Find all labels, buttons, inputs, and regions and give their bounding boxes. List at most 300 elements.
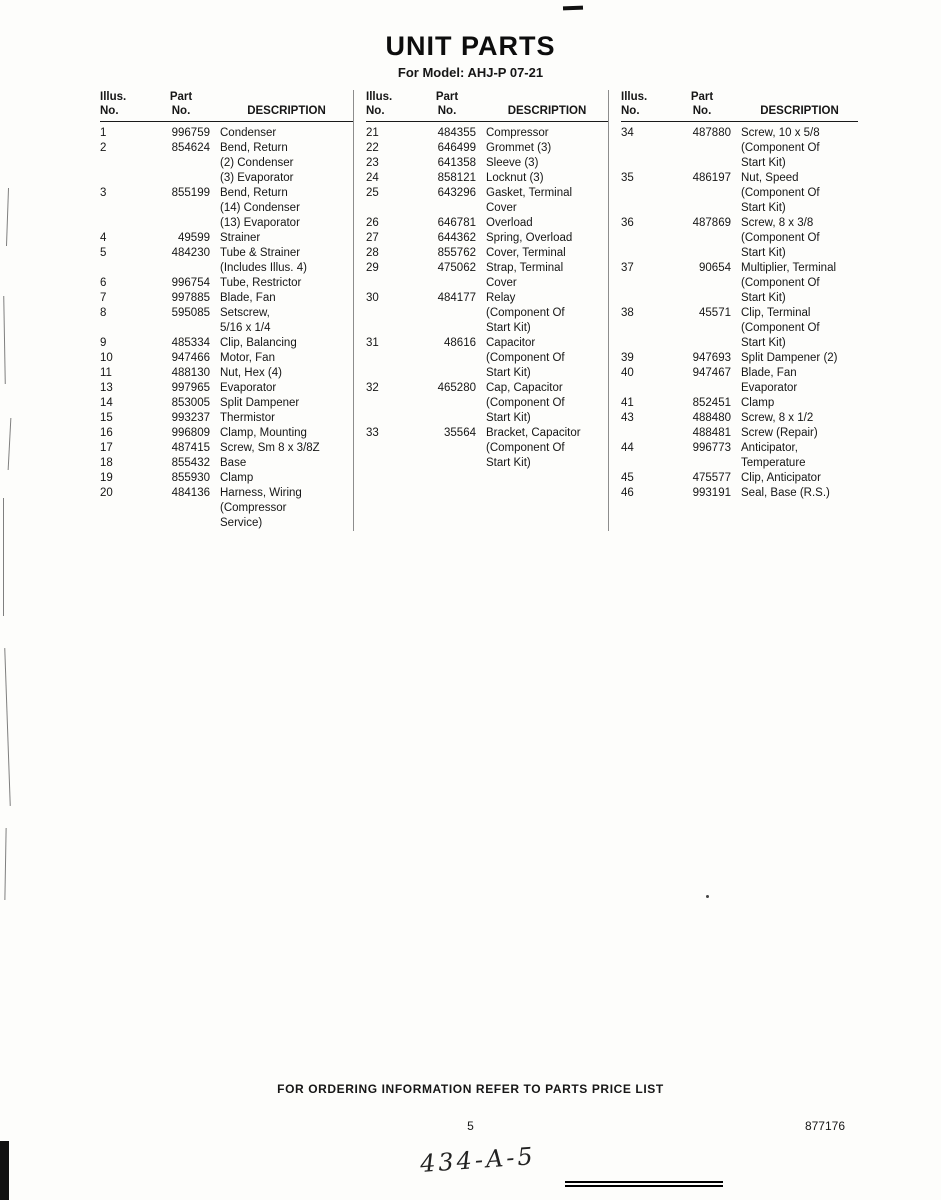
table-row xyxy=(621,216,858,261)
col-header-illus xyxy=(621,90,663,118)
table-row xyxy=(366,261,608,291)
illus-no-cell: 28 xyxy=(366,247,379,259)
description-line: Base xyxy=(220,457,247,469)
description-line: Multiplier, Terminal xyxy=(741,262,837,274)
illus-no-cell: 16 xyxy=(100,427,113,439)
table-row xyxy=(100,126,353,141)
table-row xyxy=(100,291,353,306)
part-no-cell: 475577 xyxy=(692,472,731,484)
document-number: 877176 xyxy=(804,1119,845,1133)
part-no-cell: 947466 xyxy=(171,352,210,364)
description-line: Service) xyxy=(220,517,263,529)
part-no-cell: 993191 xyxy=(692,487,731,499)
illus-no-cell: 18 xyxy=(100,457,113,469)
table-row xyxy=(366,231,608,246)
illus-no-cell: 7 xyxy=(100,292,107,304)
table-row xyxy=(100,456,353,471)
part-no-cell: 643296 xyxy=(437,187,476,199)
header-part-line1: Part xyxy=(169,91,193,103)
part-no-cell: 487869 xyxy=(692,217,731,229)
description-line: Screw (Repair) xyxy=(741,427,818,439)
page-title: UNIT PARTS xyxy=(385,31,556,61)
description-line: Strap, Terminal xyxy=(486,262,564,274)
part-no-cell: 484136 xyxy=(171,487,210,499)
illus-no-cell: 29 xyxy=(366,262,379,274)
description-line: Clip, Anticipator xyxy=(741,472,821,484)
illus-no-cell: 43 xyxy=(621,412,634,424)
illus-no-cell: 24 xyxy=(366,172,379,184)
table-row xyxy=(100,366,353,381)
illus-no-cell: 5 xyxy=(100,247,107,259)
scan-mark-bottom-left xyxy=(0,1141,9,1200)
part-no-cell: 996773 xyxy=(692,442,731,454)
illus-no-cell: 19 xyxy=(100,472,113,484)
parts-table-1 xyxy=(100,90,353,531)
description-cell xyxy=(741,126,858,171)
table-row xyxy=(100,471,353,486)
description-cell xyxy=(220,276,353,291)
part-no-cell: 947693 xyxy=(692,352,731,364)
description-line: Sleeve (3) xyxy=(486,157,539,169)
illus-no-cell: 32 xyxy=(366,382,379,394)
description-cell xyxy=(486,186,608,216)
header-illus-line2: No. xyxy=(366,105,385,117)
table-row xyxy=(621,486,858,501)
part-no-cell: 855762 xyxy=(437,247,476,259)
part-no-cell: 488480 xyxy=(692,412,731,424)
part-no-cell: 996809 xyxy=(171,427,210,439)
table-row xyxy=(621,471,858,486)
description-line: Cover, Terminal xyxy=(486,247,566,259)
illus-no-cell: 33 xyxy=(366,427,379,439)
illus-no-cell: 13 xyxy=(100,382,113,394)
description-line: Overload xyxy=(486,217,533,229)
description-line: (Component Of xyxy=(486,352,565,364)
scan-scratch xyxy=(3,498,4,616)
page-subtitle: For Model: AHJ-P 07-21 xyxy=(397,65,544,80)
description-cell xyxy=(220,291,353,306)
table-row xyxy=(621,411,858,426)
table-row xyxy=(621,426,858,441)
description-cell xyxy=(486,141,608,156)
description-cell xyxy=(220,486,353,531)
table-header xyxy=(100,90,353,122)
table-row xyxy=(621,351,858,366)
part-no-cell: 993237 xyxy=(171,412,210,424)
description-cell xyxy=(220,381,353,396)
part-no-cell: 854624 xyxy=(171,142,210,154)
illus-no-cell: 15 xyxy=(100,412,113,424)
description-line: (Component Of xyxy=(741,232,820,244)
description-line: Grommet (3) xyxy=(486,142,552,154)
description-cell xyxy=(220,426,353,441)
table-row xyxy=(366,171,608,186)
table-row xyxy=(366,186,608,216)
part-no-cell: 90654 xyxy=(699,262,731,274)
parts-tables xyxy=(100,90,858,531)
illus-no-cell: 20 xyxy=(100,487,113,499)
header-part-line1: Part xyxy=(690,91,714,103)
table-row xyxy=(621,306,858,351)
description-line: Tube & Strainer xyxy=(220,247,301,259)
table-row xyxy=(100,396,353,411)
table-row xyxy=(366,156,608,171)
table-row xyxy=(621,171,858,216)
illus-no-cell: 44 xyxy=(621,442,634,454)
header-illus-line1: Illus. xyxy=(621,91,648,103)
description-cell xyxy=(741,366,858,396)
col-header-illus xyxy=(366,90,408,118)
scan-dot xyxy=(706,895,709,898)
header-part-line2: No. xyxy=(692,105,712,117)
table-row xyxy=(100,486,353,531)
illus-no-cell: 1 xyxy=(100,127,107,139)
part-no-cell: 488481 xyxy=(692,427,731,439)
scan-scratch xyxy=(4,828,6,900)
handwritten-annotation: 434-A-5 xyxy=(419,1142,537,1178)
description-line: (Component Of xyxy=(741,277,820,289)
table-body xyxy=(621,122,858,501)
description-line: (Component Of xyxy=(486,442,565,454)
illus-no-cell: 30 xyxy=(366,292,379,304)
illus-no-cell: 41 xyxy=(621,397,634,409)
description-line: Spring, Overload xyxy=(486,232,573,244)
illus-no-cell: 27 xyxy=(366,232,379,244)
header-part-line1: Part xyxy=(435,91,459,103)
description-line: (13) Evaporator xyxy=(220,217,300,229)
description-cell xyxy=(486,126,608,141)
description-cell xyxy=(220,186,353,231)
illus-no-cell: 17 xyxy=(100,442,113,454)
table-row xyxy=(100,141,353,186)
part-no-cell: 646499 xyxy=(437,142,476,154)
part-no-cell: 45571 xyxy=(699,307,731,319)
col-header-description: DESCRIPTION xyxy=(247,105,326,117)
table-row xyxy=(621,396,858,411)
part-no-cell: 484177 xyxy=(437,292,476,304)
part-no-cell: 475062 xyxy=(437,262,476,274)
description-line: Start Kit) xyxy=(486,457,531,469)
description-cell xyxy=(741,441,858,471)
table-row xyxy=(621,261,858,306)
illus-no-cell: 37 xyxy=(621,262,634,274)
col-header-illus xyxy=(100,90,142,118)
part-no-cell: 595085 xyxy=(171,307,210,319)
description-line: Clamp, Mounting xyxy=(220,427,307,439)
illus-no-cell: 45 xyxy=(621,472,634,484)
table-row xyxy=(100,381,353,396)
part-no-cell: 997965 xyxy=(171,382,210,394)
illus-no-cell: 11 xyxy=(100,367,112,379)
illus-no-cell: 35 xyxy=(621,172,634,184)
description-cell xyxy=(486,216,608,231)
description-line: Start Kit) xyxy=(741,202,786,214)
description-line: Setscrew, xyxy=(220,307,270,319)
part-no-cell: 486197 xyxy=(692,172,731,184)
table-row xyxy=(100,306,353,336)
illus-no-cell: 3 xyxy=(100,187,107,199)
illus-no-cell: 25 xyxy=(366,187,379,199)
illus-no-cell: 36 xyxy=(621,217,634,229)
table-row xyxy=(100,336,353,351)
description-line: Anticipator, xyxy=(741,442,798,454)
description-line: Split Dampener (2) xyxy=(741,352,838,364)
table-body xyxy=(366,122,608,471)
part-no-cell: 48616 xyxy=(444,337,476,349)
description-line: 5/16 x 1/4 xyxy=(220,322,271,334)
illus-no-cell: 34 xyxy=(621,127,634,139)
table-row xyxy=(366,291,608,336)
illus-no-cell: 6 xyxy=(100,277,107,289)
part-no-cell: 996759 xyxy=(171,127,210,139)
col-header-part xyxy=(152,90,210,118)
description-cell xyxy=(741,261,858,306)
table-row xyxy=(366,381,608,426)
table-row xyxy=(366,246,608,261)
description-line: Seal, Base (R.S.) xyxy=(741,487,830,499)
description-line: Bend, Return xyxy=(220,142,288,154)
description-line: Start Kit) xyxy=(741,157,786,169)
description-line: (14) Condenser xyxy=(220,202,300,214)
description-line: Nut, Speed xyxy=(741,172,799,184)
description-line: Motor, Fan xyxy=(220,352,275,364)
description-line: Start Kit) xyxy=(486,367,531,379)
description-line: Screw, Sm 8 x 3/8Z xyxy=(220,442,320,454)
description-line: Gasket, Terminal xyxy=(486,187,573,199)
part-no-cell: 996754 xyxy=(171,277,210,289)
description-line: Harness, Wiring xyxy=(220,487,302,499)
illus-no-cell: 40 xyxy=(621,367,634,379)
description-line: Clip, Terminal xyxy=(741,307,811,319)
description-cell xyxy=(741,171,858,216)
scan-double-rule xyxy=(565,1181,723,1187)
table-row xyxy=(366,426,608,471)
description-cell xyxy=(741,306,858,351)
description-cell xyxy=(220,411,353,426)
illus-no-cell: 10 xyxy=(100,352,113,364)
illus-no-cell: 46 xyxy=(621,487,634,499)
description-cell xyxy=(220,336,353,351)
illus-no-cell: 14 xyxy=(100,397,113,409)
part-no-cell: 641358 xyxy=(437,157,476,169)
description-line: Start Kit) xyxy=(741,247,786,259)
description-line: (3) Evaporator xyxy=(220,172,294,184)
table-row xyxy=(621,441,858,471)
part-no-cell: 485334 xyxy=(171,337,210,349)
description-line: (Component Of xyxy=(486,307,565,319)
description-line: Screw, 8 x 1/2 xyxy=(741,412,814,424)
header-illus-line2: No. xyxy=(100,105,119,117)
part-no-cell: 488130 xyxy=(171,367,210,379)
header-part-line2: No. xyxy=(171,105,191,117)
scan-scratch xyxy=(4,648,11,806)
header-illus-line1: Illus. xyxy=(366,91,393,103)
description-line: Thermistor xyxy=(220,412,275,424)
part-no-cell: 644362 xyxy=(437,232,476,244)
part-no-cell: 855930 xyxy=(171,472,210,484)
description-line: Clamp xyxy=(741,397,775,409)
description-cell xyxy=(486,171,608,186)
table-header xyxy=(366,90,608,122)
scan-scratch xyxy=(6,188,9,246)
parts-table-2 xyxy=(353,90,608,531)
part-no-cell: 852451 xyxy=(692,397,731,409)
description-line: Capacitor xyxy=(486,337,536,349)
description-line: (Component Of xyxy=(486,397,565,409)
illus-no-cell: 4 xyxy=(100,232,107,244)
description-cell xyxy=(220,141,353,186)
table-row xyxy=(100,276,353,291)
description-cell xyxy=(220,246,353,276)
description-line: Start Kit) xyxy=(486,412,531,424)
description-cell xyxy=(741,351,858,366)
table-row xyxy=(100,441,353,456)
part-no-cell: 465280 xyxy=(437,382,476,394)
description-cell xyxy=(220,456,353,471)
description-line: Split Dampener xyxy=(220,397,300,409)
description-line: Cover xyxy=(486,202,517,214)
description-cell xyxy=(486,336,608,381)
description-line: Screw, 8 x 3/8 xyxy=(741,217,814,229)
table-row xyxy=(366,141,608,156)
description-line: Cap, Capacitor xyxy=(486,382,563,394)
document-header xyxy=(0,31,941,80)
description-cell xyxy=(486,261,608,291)
table-row xyxy=(366,126,608,141)
description-line: Compressor xyxy=(486,127,549,139)
description-line: Clip, Balancing xyxy=(220,337,297,349)
part-no-cell: 49599 xyxy=(178,232,210,244)
footer-note: FOR ORDERING INFORMATION REFER TO PARTS PRICE LIST xyxy=(277,1082,664,1096)
description-line: Locknut (3) xyxy=(486,172,544,184)
table-row xyxy=(100,186,353,231)
description-line: Evaporator xyxy=(220,382,277,394)
table-row xyxy=(366,216,608,231)
scan-scratch xyxy=(3,296,6,384)
description-line: Tube, Restrictor xyxy=(220,277,302,289)
illus-no-cell: 2 xyxy=(100,142,107,154)
description-line: Start Kit) xyxy=(741,337,786,349)
scan-mark-top-right xyxy=(563,6,583,11)
table-row xyxy=(366,336,608,381)
illus-no-cell: 39 xyxy=(621,352,634,364)
col-header-part xyxy=(418,90,476,118)
description-line: (Component Of xyxy=(741,142,820,154)
description-line: Nut, Hex (4) xyxy=(220,367,282,379)
description-line: Cover xyxy=(486,277,517,289)
description-cell xyxy=(220,366,353,381)
description-cell xyxy=(486,231,608,246)
table-row xyxy=(100,246,353,276)
header-illus-line2: No. xyxy=(621,105,640,117)
description-cell xyxy=(220,441,353,456)
description-line: Condenser xyxy=(220,127,277,139)
description-line: Bracket, Capacitor xyxy=(486,427,581,439)
description-line: Blade, Fan xyxy=(741,367,797,379)
illus-no-cell: 22 xyxy=(366,142,379,154)
description-cell xyxy=(741,471,858,486)
description-cell xyxy=(486,156,608,171)
page-number: 5 xyxy=(467,1119,474,1133)
part-no-cell: 858121 xyxy=(437,172,476,184)
description-cell xyxy=(741,411,858,426)
illus-no-cell: 38 xyxy=(621,307,634,319)
description-line: (Includes Illus. 4) xyxy=(220,262,307,274)
part-no-cell: 947467 xyxy=(692,367,731,379)
col-header-description: DESCRIPTION xyxy=(507,105,587,117)
description-line: Screw, 10 x 5/8 xyxy=(741,127,820,139)
illus-no-cell: 21 xyxy=(366,127,379,139)
part-no-cell: 487415 xyxy=(171,442,210,454)
description-line: Blade, Fan xyxy=(220,292,276,304)
description-cell xyxy=(486,291,608,336)
table-row xyxy=(100,426,353,441)
description-line: Bend, Return xyxy=(220,187,288,199)
description-cell xyxy=(741,216,858,261)
description-cell xyxy=(741,486,858,501)
description-cell xyxy=(220,471,353,486)
description-cell xyxy=(486,246,608,261)
part-no-cell: 853005 xyxy=(171,397,210,409)
illus-no-cell: 23 xyxy=(366,157,379,169)
part-no-cell: 855199 xyxy=(171,187,210,199)
col-header-part xyxy=(673,90,731,118)
table-row xyxy=(621,366,858,396)
description-cell xyxy=(220,231,353,246)
illus-no-cell: 31 xyxy=(366,337,379,349)
table-header xyxy=(621,90,858,122)
description-line: (2) Condenser xyxy=(220,157,294,169)
table-row xyxy=(100,231,353,246)
table-row xyxy=(621,126,858,171)
part-no-cell: 35564 xyxy=(444,427,476,439)
description-cell xyxy=(486,426,608,471)
table-row xyxy=(100,411,353,426)
description-line: Start Kit) xyxy=(486,322,531,334)
scan-scratch xyxy=(8,418,12,470)
description-line: (Component Of xyxy=(741,322,820,334)
description-cell xyxy=(741,396,858,411)
description-line: (Compressor xyxy=(220,502,287,514)
description-cell xyxy=(220,306,353,336)
description-line: Relay xyxy=(486,292,516,304)
part-no-cell: 855432 xyxy=(171,457,210,469)
description-cell xyxy=(486,381,608,426)
description-cell xyxy=(220,351,353,366)
description-line: Strainer xyxy=(220,232,261,244)
parts-table-3 xyxy=(608,90,858,531)
description-cell xyxy=(220,396,353,411)
description-line: Evaporator xyxy=(741,382,798,394)
illus-no-cell: 9 xyxy=(100,337,107,349)
col-header-description: DESCRIPTION xyxy=(760,105,839,117)
illus-no-cell: 26 xyxy=(366,217,379,229)
header-part-line2: No. xyxy=(437,105,457,117)
table-row xyxy=(100,351,353,366)
header-illus-line1: Illus. xyxy=(100,91,127,103)
table-body xyxy=(100,122,353,531)
part-no-cell: 484355 xyxy=(437,127,476,139)
part-no-cell: 997885 xyxy=(171,292,210,304)
part-no-cell: 646781 xyxy=(437,217,476,229)
description-line: Clamp xyxy=(220,472,254,484)
description-cell xyxy=(741,426,858,441)
description-cell xyxy=(220,126,353,141)
part-no-cell: 487880 xyxy=(692,127,731,139)
part-no-cell: 484230 xyxy=(171,247,210,259)
description-line: Start Kit) xyxy=(741,292,786,304)
description-line: Temperature xyxy=(741,457,806,469)
